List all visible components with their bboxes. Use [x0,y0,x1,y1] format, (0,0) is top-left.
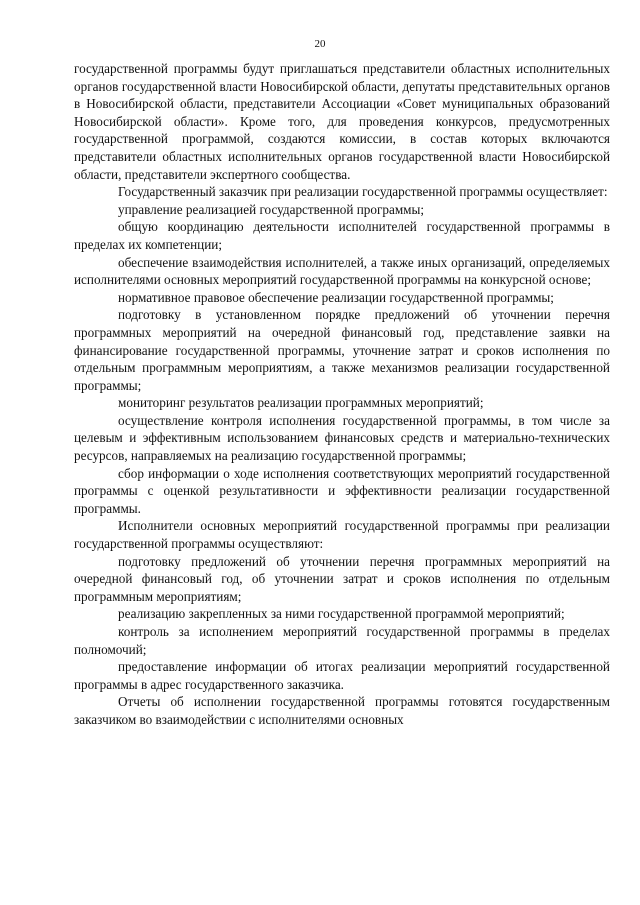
paragraph-7: подготовку в установленном порядке предложений об уточнении перечня программных мероприятий на очередной финансовый год, представление заявки на финансирование государственной программы, уточнение затрат и сроков исполнения по отдельным программным мероприятиям, а также механизмов реализации государственной программы; [74,307,610,393]
paragraph-5: обеспечение взаимодействия исполнителей, а также иных организаций, определяемых исполнителями основных мероприятий государственной программы на конкурсной основе; [74,254,610,288]
paragraph-14: контроль за исполнением мероприятий государственной программы в пределах полномочий; [74,624,610,657]
page-number: 20 [314,38,326,50]
paragraph-10: сбор информации о ходе исполнения соответствующих мероприятий государственной программы с оценкой результативности и эффективности реализации государственной программы. [74,465,610,516]
paragraph-4: общую координацию деятельности исполнителей государственной программы в пределах их компетенции; [74,219,610,252]
paragraph-3: управление реализацией государственной программы; [118,201,425,217]
body-text [74,60,610,729]
paragraph-13: реализацию закрепленных за ними государственной программой мероприятий; [118,606,565,622]
paragraph-1: государственной программы будут приглашаться представители областных исполнительных органов государственной власти Новосибирской области, депутаты представительных органов в Новосибирской области, представители Ассоциации «Совет муниципальных образований Новосибирской области». Кроме того, для проведения конкурсов, предусмотренных государственной программой, создаются комиссии, в состав которых включаются представители областных исполнительных органов государственной власти Новосибирской области, представители экспертного сообщества. [74,61,610,182]
paragraph-2: Государственный заказчик при реализации государственной программы осуществляет: [118,184,608,200]
paragraph-9: осуществление контроля исполнения государственной программы, в том числе за целевым и эффективным использованием финансовых средств и материально-технических ресурсов, направляемых на реализацию государственной программы; [74,412,610,464]
paragraph-12: подготовку предложений об уточнении перечня программных мероприятий на очередной финансовый год, об уточнении затрат и сроков исполнения по отдельным программным мероприятиям; [74,553,610,604]
paragraph-15: предоставление информации об итогах реализации мероприятий государственной программы в адрес государственного заказчика. [74,659,610,692]
paragraph-6: нормативное правовое обеспечение реализации государственной программы; [118,289,554,305]
paragraph-16: Отчеты об исполнении государственной программы готовятся государственным заказчиком во взаимодействии с исполнителями основных [74,694,610,727]
paragraph-11: Исполнители основных мероприятий государственной программы при реализации государственной программы осуществляют: [74,518,610,552]
paragraph-8: мониторинг результатов реализации программных мероприятий; [118,395,484,411]
